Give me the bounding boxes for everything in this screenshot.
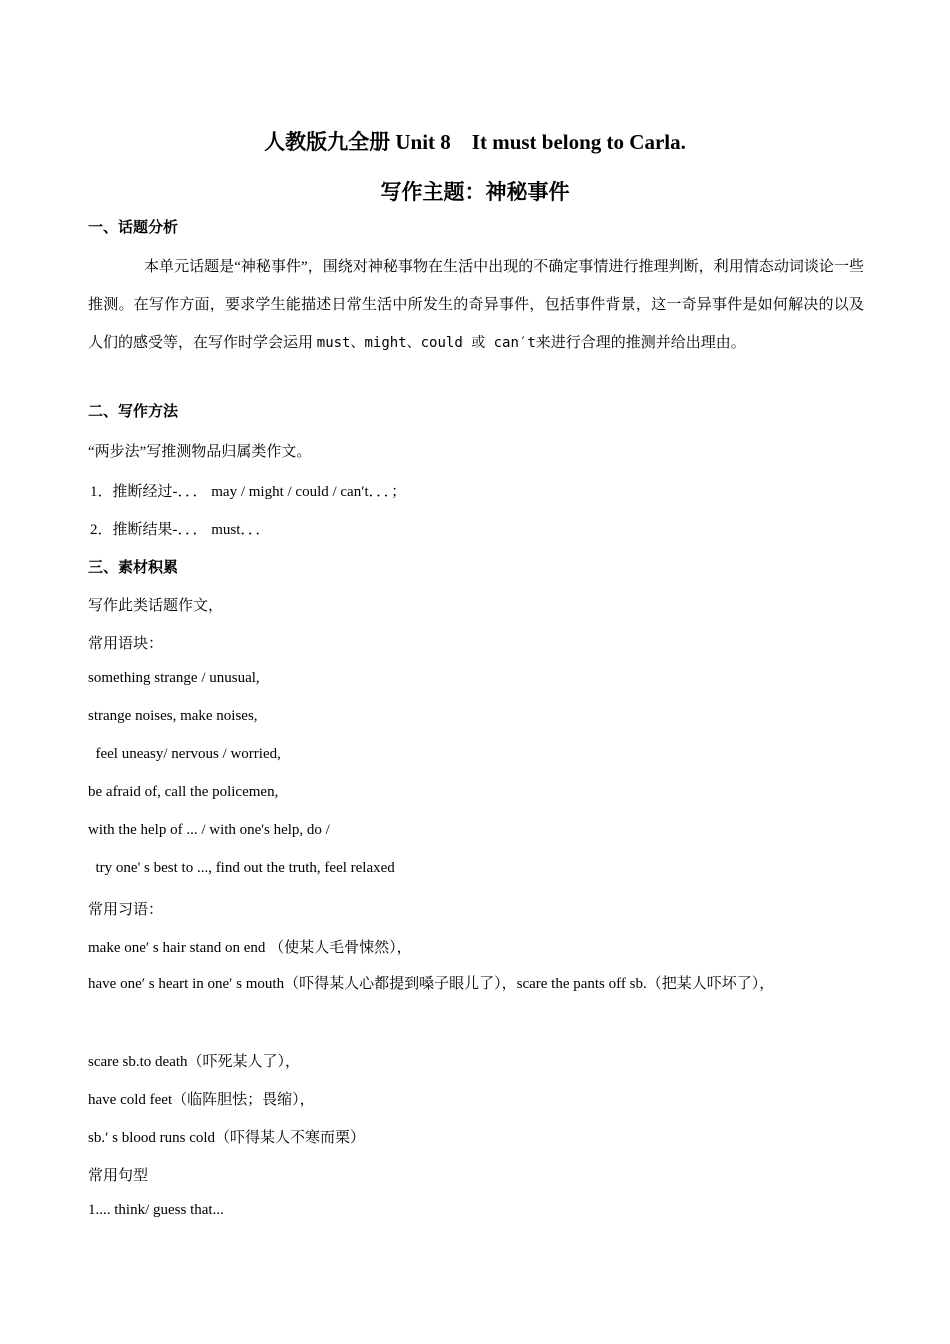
- method-intro: “两步法”写推测物品归属类作文。: [88, 444, 312, 460]
- material-line: scare sb.to death（吓死某人了），: [88, 1054, 301, 1070]
- material-line: 1.... think/ guess that...: [88, 1202, 224, 1218]
- material-line: 常用习语：: [88, 902, 164, 918]
- material-line: strange noises, make noises,: [88, 708, 258, 724]
- material-line: feel uneasy/ nervous / worried,: [88, 746, 281, 762]
- document-subtitle: 写作主题：神秘事件: [380, 180, 570, 204]
- topic-analysis-paragraph: [88, 248, 864, 362]
- material-line: sb.′ s blood runs cold（吓得某人不寒而栗）: [88, 1130, 366, 1146]
- section-heading-materials: 三、素材积累: [88, 558, 179, 576]
- material-line: have cold feet（临阵胆怯；畏缩），: [88, 1092, 315, 1108]
- material-line: make one′ s hair stand on end （使某人毛骨悚然），: [88, 940, 412, 956]
- material-line: with the help of ... / with one's help, do /: [88, 822, 330, 838]
- paragraph-text-b: 来进行合理的推测并给出理由。: [535, 335, 746, 351]
- material-line: something strange / unusual,: [88, 670, 260, 686]
- idiom-wrapped-line: have one′ s heart in one′ s mouth（吓得某人心都提到嗓子眼儿了），scare the pants off sb.（把某人吓坏了），: [88, 976, 775, 992]
- material-line: be afraid of, call the policemen,: [88, 784, 279, 800]
- document-title: 人教版九全册 Unit 8 It must belong to Carla.: [264, 130, 686, 154]
- paragraph-modal-verbs: must、might、could 或 can′t: [316, 335, 536, 351]
- paragraph-text-a: 本单元话题是“神秘事件”，围绕对神秘事物在生活中出现的不确定事情进行推理判断，利用情态动词谈论一些推测。在写作方面，要求学生能描述日常生活中所发生的奇异事件，包括事件背景，这一奇异事件是如何解决的以及人们的感受等，在写作时学会运用: [88, 259, 864, 351]
- material-line: 常用语块：: [88, 636, 164, 652]
- method-step-1: 1．推断经过-．．． may / might / could / can′t．．．；: [90, 484, 407, 500]
- material-line: 写作此类话题作文，: [88, 598, 224, 614]
- method-step-2: 2．推断结果-．．． must．．．: [90, 522, 271, 538]
- material-line: 常用句型: [88, 1168, 149, 1184]
- section-heading-writing-method: 二、写作方法: [88, 402, 179, 420]
- section-heading-topic-analysis: 一、话题分析: [88, 218, 179, 236]
- material-line: try one' s best to ..., find out the truth, feel relaxed: [88, 860, 395, 876]
